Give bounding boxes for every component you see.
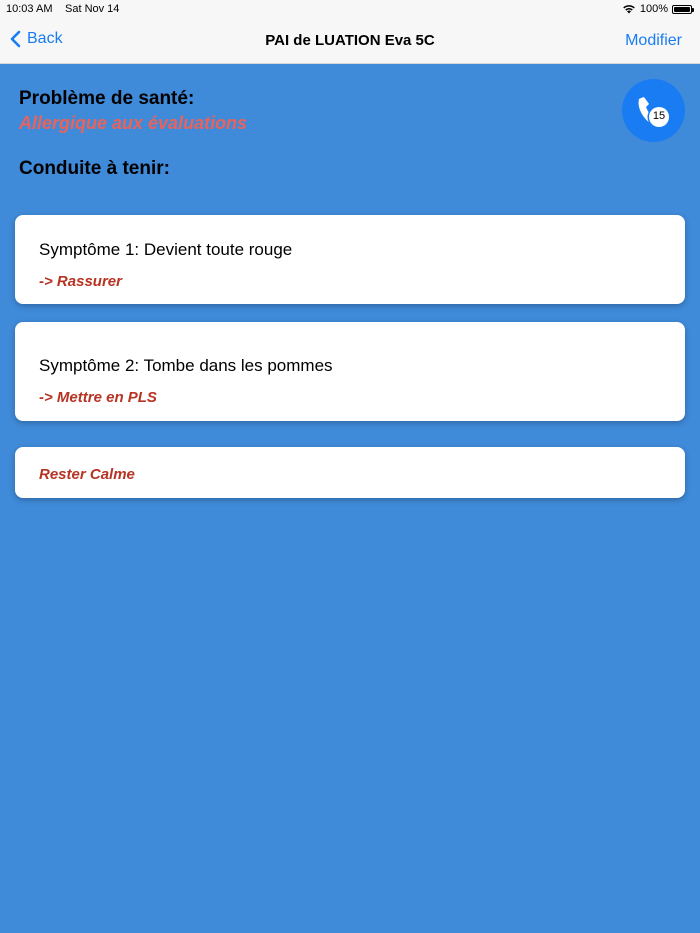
conduct-label: Conduite à tenir:: [19, 158, 170, 179]
battery-level: [674, 7, 690, 12]
emergency-call-button[interactable]: [622, 79, 685, 142]
note-card[interactable]: [15, 447, 685, 498]
health-problem-value: Allergique aux évaluations: [19, 113, 248, 133]
back-label: Back: [27, 30, 63, 47]
status-time: 10:03 AM: [6, 3, 53, 15]
symptom-action: -> Mettre en PLS: [39, 389, 157, 406]
page-title: PAI de LUATION Eva 5C: [265, 32, 435, 49]
status-bar: [0, 0, 700, 20]
symptom-card[interactable]: [15, 322, 685, 421]
battery-percent: 100%: [639, 3, 668, 15]
emergency-number: 15: [652, 110, 666, 122]
symptom-action: -> Rassurer: [39, 273, 122, 290]
symptom-title: Symptôme 1: Devient toute rouge: [39, 240, 293, 259]
wifi-icon: [622, 4, 636, 14]
symptom-title: Symptôme 2: Tombe dans les pommes: [39, 356, 333, 375]
edit-button[interactable]: Modifier: [625, 32, 682, 49]
status-date: Sat Nov 14: [65, 3, 120, 15]
health-problem-label: Problème de santé:: [19, 88, 195, 109]
note-text: Rester Calme: [39, 466, 135, 483]
status-indicators: [622, 3, 692, 15]
battery-icon: [672, 5, 692, 14]
symptom-card[interactable]: [15, 215, 685, 304]
navigation-bar: [0, 20, 700, 64]
